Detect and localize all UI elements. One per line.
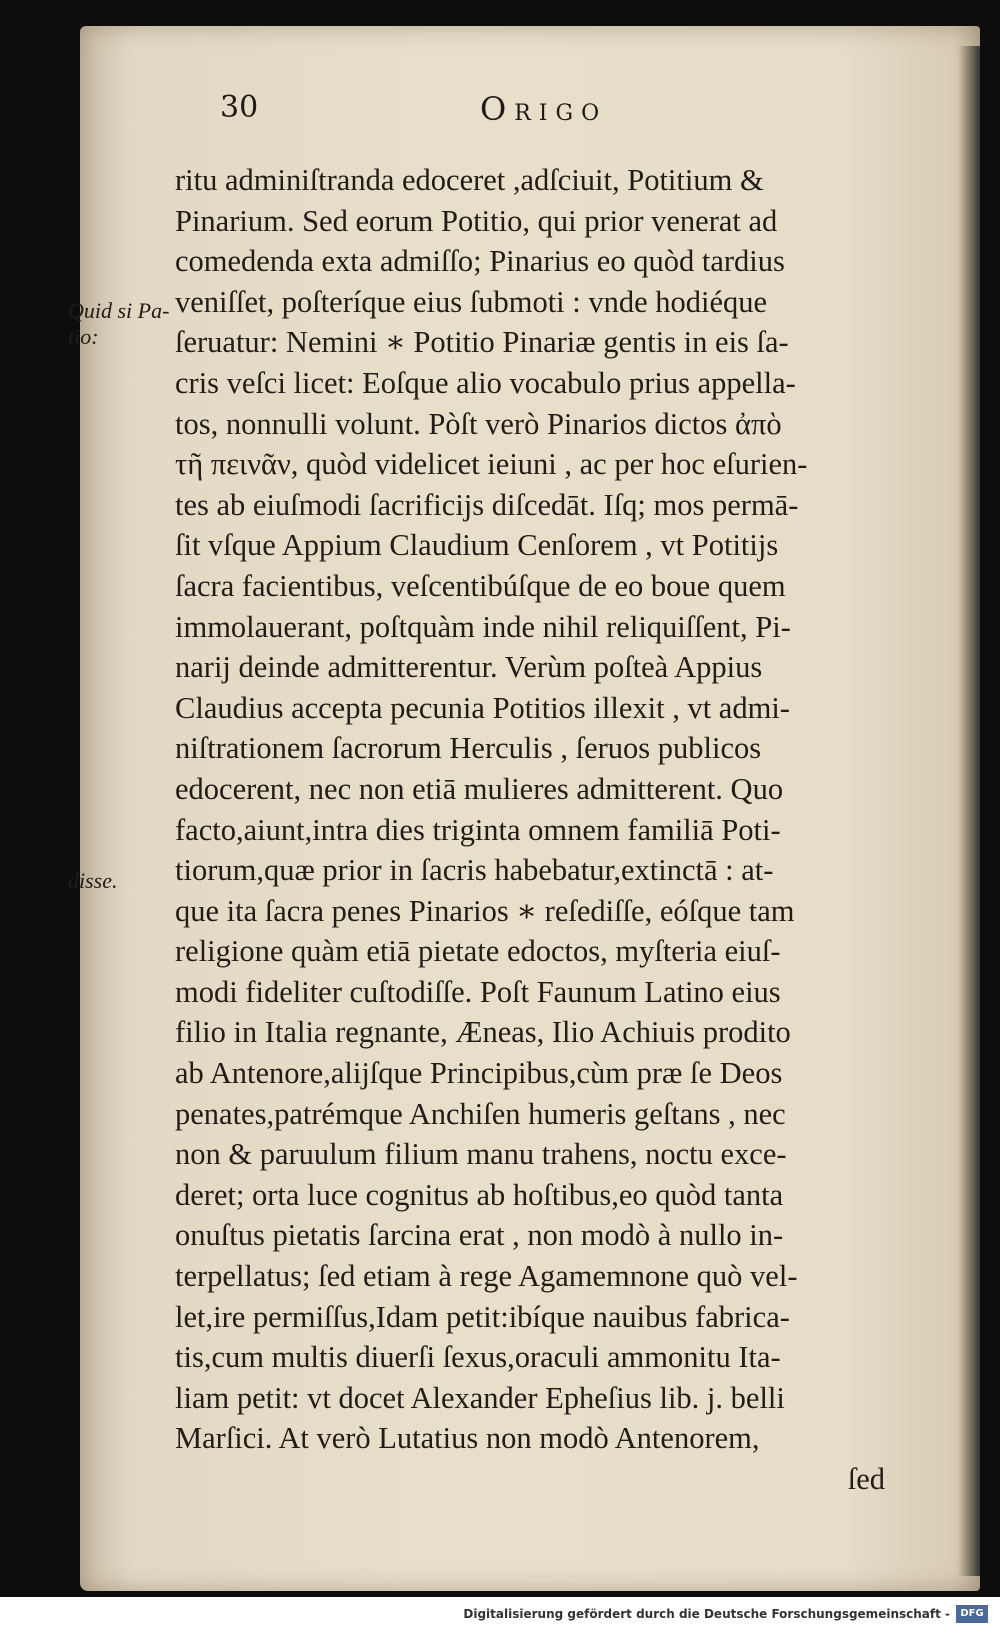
text-line: edocerent, nec non etiā mulieres admitterent. Quo: [175, 771, 784, 806]
funding-notice: Digitalisierung gefördert durch die Deutsche Forschungsgemeinschaft -: [463, 1607, 950, 1621]
text-line: ſed: [847, 1462, 885, 1496]
text-line: filio in Italia regnante, Æneas, Ilio Achiuis prodito: [175, 1015, 791, 1050]
text-line: non & paruulum filium manu trahens, noctu exce-: [175, 1137, 787, 1172]
page-title: Origo: [480, 90, 608, 128]
text-line: ſacra facientibus, veſcentibúſque de eo boue quem: [175, 568, 786, 603]
text-line: ritu adminiſtranda edoceret ,adſciuit, Potitium &: [175, 163, 764, 197]
text-line: deret; orta luce cognitus ab hoſtibus,eo quòd tanta: [175, 1177, 784, 1212]
marginal-note: Quid si Pa- tio:: [68, 298, 170, 349]
footer-strip: [0, 1597, 1000, 1635]
text-line: tos, nonnulli volunt. Pòſt verò Pinarios dictos ἀπὸ: [175, 406, 782, 441]
text-line: narij deinde admitterentur. Verùm poſteà Appius: [175, 650, 763, 685]
text-line: facto,aiunt,intra dies triginta omnem familiā Poti-: [175, 812, 781, 847]
text-line: que ita ſacra penes Pinarios ∗ reſediſſe, eóſque tam: [175, 893, 795, 928]
text-line: religione quàm etiā pietate edoctos, myſteria eiuſ-: [175, 934, 781, 969]
text-line: tiorum,quæ prior in ſacris habebatur,extinctā : at-: [175, 853, 774, 888]
text-line: Marſici. At verò Lutatius non modò Antenorem,: [175, 1421, 760, 1456]
page-number: 30: [220, 90, 259, 125]
text-line: tis,cum multis diuerſi ſexus,oraculi ammonitu Ita-: [175, 1340, 781, 1375]
text-line: liam petit: vt docet Alexander Epheſius lib. j. belli: [175, 1380, 785, 1415]
text-line: onuſtus pietatis ſarcina erat , non modò à nullo in-: [175, 1218, 784, 1253]
text-line: ſit vſque Appium Claudium Cenſorem , vt Potitijs: [175, 528, 779, 563]
text-line: let,ire permiſſus,Idam petit:ibíque nauibus fabrica-: [175, 1299, 790, 1334]
page-edge-shadow: [958, 46, 980, 1576]
text-line: tes ab eiuſmodi ſacrificijs diſcedāt. Iſq; mos permā-: [175, 487, 799, 522]
text-line: terpellatus; ſed etiam à rege Agamemnone quò vel-: [175, 1259, 798, 1294]
text-line: comedenda exta admiſſo; Pinarius eo quòd tardius: [175, 244, 785, 279]
text-line: niſtrationem ſacrorum Herculis , ſeruos publicos: [175, 731, 762, 766]
text-line: penates,patrémque Anchiſen humeris geſtans , nec: [175, 1096, 786, 1131]
text-line: Pinarium. Sed eorum Potitio, qui prior venerat ad: [175, 203, 778, 238]
text-line: modi fideliter cuſtodiſſe. Poſt Faunum Latino eius: [175, 974, 781, 1009]
body-text: [175, 160, 905, 1500]
text-line: cris veſci licet: Eoſque alio vocabulo prius appella-: [175, 365, 796, 400]
marginal-note: disse.: [68, 868, 118, 893]
text-line: veniſſet, poſteríque eius ſubmoti : vnde hodiéque: [175, 284, 768, 319]
text-line: immolauerant, poſtquàm inde nihil reliquiſſent, Pi-: [175, 609, 791, 644]
dfg-logo: DFG: [956, 1605, 988, 1623]
text-line: ab Antenore,alijſque Principibus,cùm præ ſe Deos: [175, 1056, 783, 1091]
text-line: τῆ πεινᾶν, quòd videlicet ieiuni , ac per hoc eſurien-: [175, 447, 808, 482]
text-line: ſeruatur: Nemini ∗ Potitio Pinariæ gentis in eis ſa-: [175, 325, 789, 360]
text-line: Claudius accepta pecunia Potitios illexit , vt admi-: [175, 690, 790, 725]
